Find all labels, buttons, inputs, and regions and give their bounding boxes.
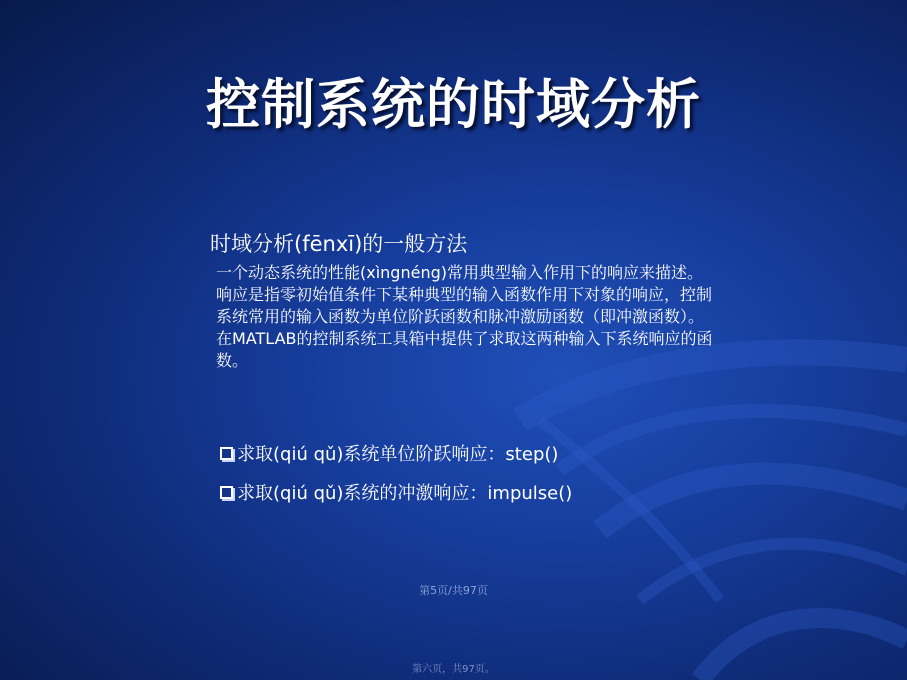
bullet-impulse-response bbox=[220, 479, 572, 505]
section-subtitle: 时域分析(fēnxī)的一般方法 bbox=[210, 232, 468, 256]
slide-title: 控制系统的时域分析 bbox=[206, 72, 701, 136]
checkbox-bullet-icon bbox=[220, 447, 233, 460]
page-footer: 第六页，共97页。 bbox=[412, 664, 495, 675]
page-number: 第5页/共97页 bbox=[419, 584, 488, 597]
body-paragraph: 一个动态系统的性能(xìngnéng)常用典型输入作用下的响应来描述。响应是指零初始值条件下某种典型的输入函数作用下对象的响应，控制系统常用的输入函数为单位阶跃函数和脉冲激励函数（即冲激函数）。在MATLAB的控制系统工具箱中提供了求取这两种输入下系统响应的函数。 bbox=[216, 263, 713, 370]
checkbox-bullet-icon bbox=[220, 486, 233, 499]
bullet-text: 求取(qiú qǔ)系统单位阶跃响应：step() bbox=[237, 444, 559, 465]
bullet-step-response bbox=[220, 440, 558, 466]
bullet-text: 求取(qiú qǔ)系统的冲激响应：impulse() bbox=[237, 483, 573, 504]
